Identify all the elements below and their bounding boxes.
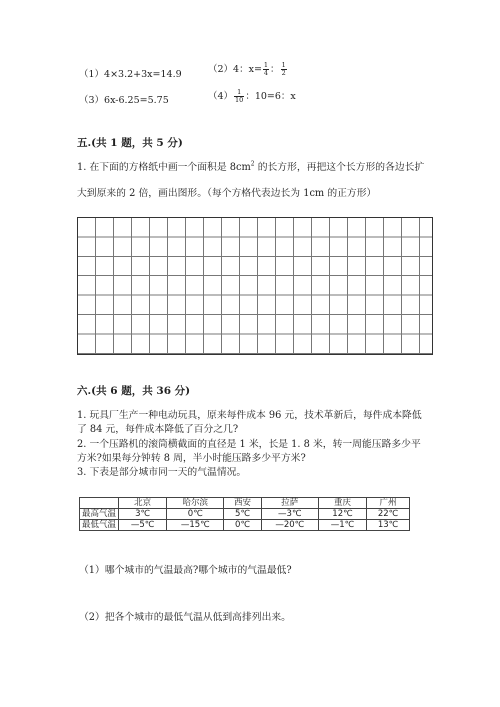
sub-question-1: （1）哪个城市的气温最高?哪个城市的气温最低?	[79, 565, 292, 576]
table-row	[80, 509, 410, 520]
equation-2-prefix: （2）4：x=	[208, 64, 262, 75]
table-cell: 12℃	[318, 509, 366, 520]
table-header-cell: 拉萨	[261, 498, 318, 509]
table-cell: —5℃	[119, 520, 167, 531]
table-cell: 0℃	[224, 520, 261, 531]
table-cell: —3℃	[261, 509, 318, 520]
table-cell: 22℃	[367, 509, 410, 520]
table-row	[80, 520, 410, 531]
table-cell: —1℃	[318, 520, 366, 531]
table-cell: 13℃	[367, 520, 410, 531]
equation-2	[208, 61, 288, 77]
section-6-question-3: 3. 下表是部分城市同一天的气温情况。	[77, 467, 247, 478]
table-header-cell: 哈尔滨	[167, 498, 224, 509]
row-label-max-temp: 最高气温	[80, 509, 119, 520]
section-6-question-1-line-2: 了 84 元，每件成本降低了百分之几?	[77, 424, 239, 435]
section-6-question-2-line-2: 方米?如果每分钟转 8 周，半小时能压路多少平方米?	[77, 453, 306, 464]
section-6-heading: 六.(共 6 题，共 36 分)	[77, 385, 191, 397]
table-header-cell: 重庆	[318, 498, 366, 509]
section-5-heading: 五.(共 1 题，共 5 分)	[77, 137, 183, 149]
table-header-cell: 西安	[224, 498, 261, 509]
equation-4-suffix: ：10=6：x	[245, 91, 296, 102]
table-cell: 3℃	[119, 509, 167, 520]
graph-paper-grid[interactable]	[77, 217, 433, 355]
section-6-question-2-line-1: 2. 一个压路机的滚筒横截面的直径是 1 米，长是 1. 8 米，转一周能压路多少平	[77, 439, 421, 450]
equation-2-colon: ：	[270, 64, 280, 75]
table-cell: —20℃	[261, 520, 318, 531]
table-header-cell	[80, 498, 119, 509]
section-6-question-1-line-1: 1. 玩具厂生产一种电动玩具，原来每件成本 96 元，技术革新后，每件成本降低	[77, 410, 422, 421]
temperature-table	[79, 497, 410, 531]
table-header-cell: 北京	[119, 498, 167, 509]
table-cell: 0℃	[167, 509, 224, 520]
equation-4-prefix: （4）	[208, 91, 234, 102]
table-cell: 5℃	[224, 509, 261, 520]
table-header-row	[80, 498, 410, 509]
section-5-question-1-line-1: 1. 在下面的方格纸中画一个面积是 $8cm^2$ 的长方形，再把这个长方形的各边长扩	[77, 160, 425, 173]
fraction-one-tenth: $\frac{1}{10}$	[235, 88, 244, 104]
sub-question-2: （2）把各个城市的最低气温从低到高排列出来。	[79, 612, 291, 623]
section-5-question-1-line-2: 大到原来的 2 倍，画出图形。（每个方格代表边长为 1cm 的正方形）	[77, 188, 377, 199]
equation-1: （1）4×3.2+3x=14.9	[79, 69, 182, 80]
table-header-cell: 广州	[367, 498, 410, 509]
equation-4	[208, 88, 296, 104]
fraction-one-quarter: $\frac{1}{4}$	[263, 61, 269, 77]
row-label-min-temp: 最低气温	[80, 520, 119, 531]
fraction-one-half: $\frac{1}{2}$	[281, 61, 286, 77]
table-cell: —15℃	[167, 520, 224, 531]
equation-3: （3）6x-6.25=5.75	[79, 95, 169, 106]
